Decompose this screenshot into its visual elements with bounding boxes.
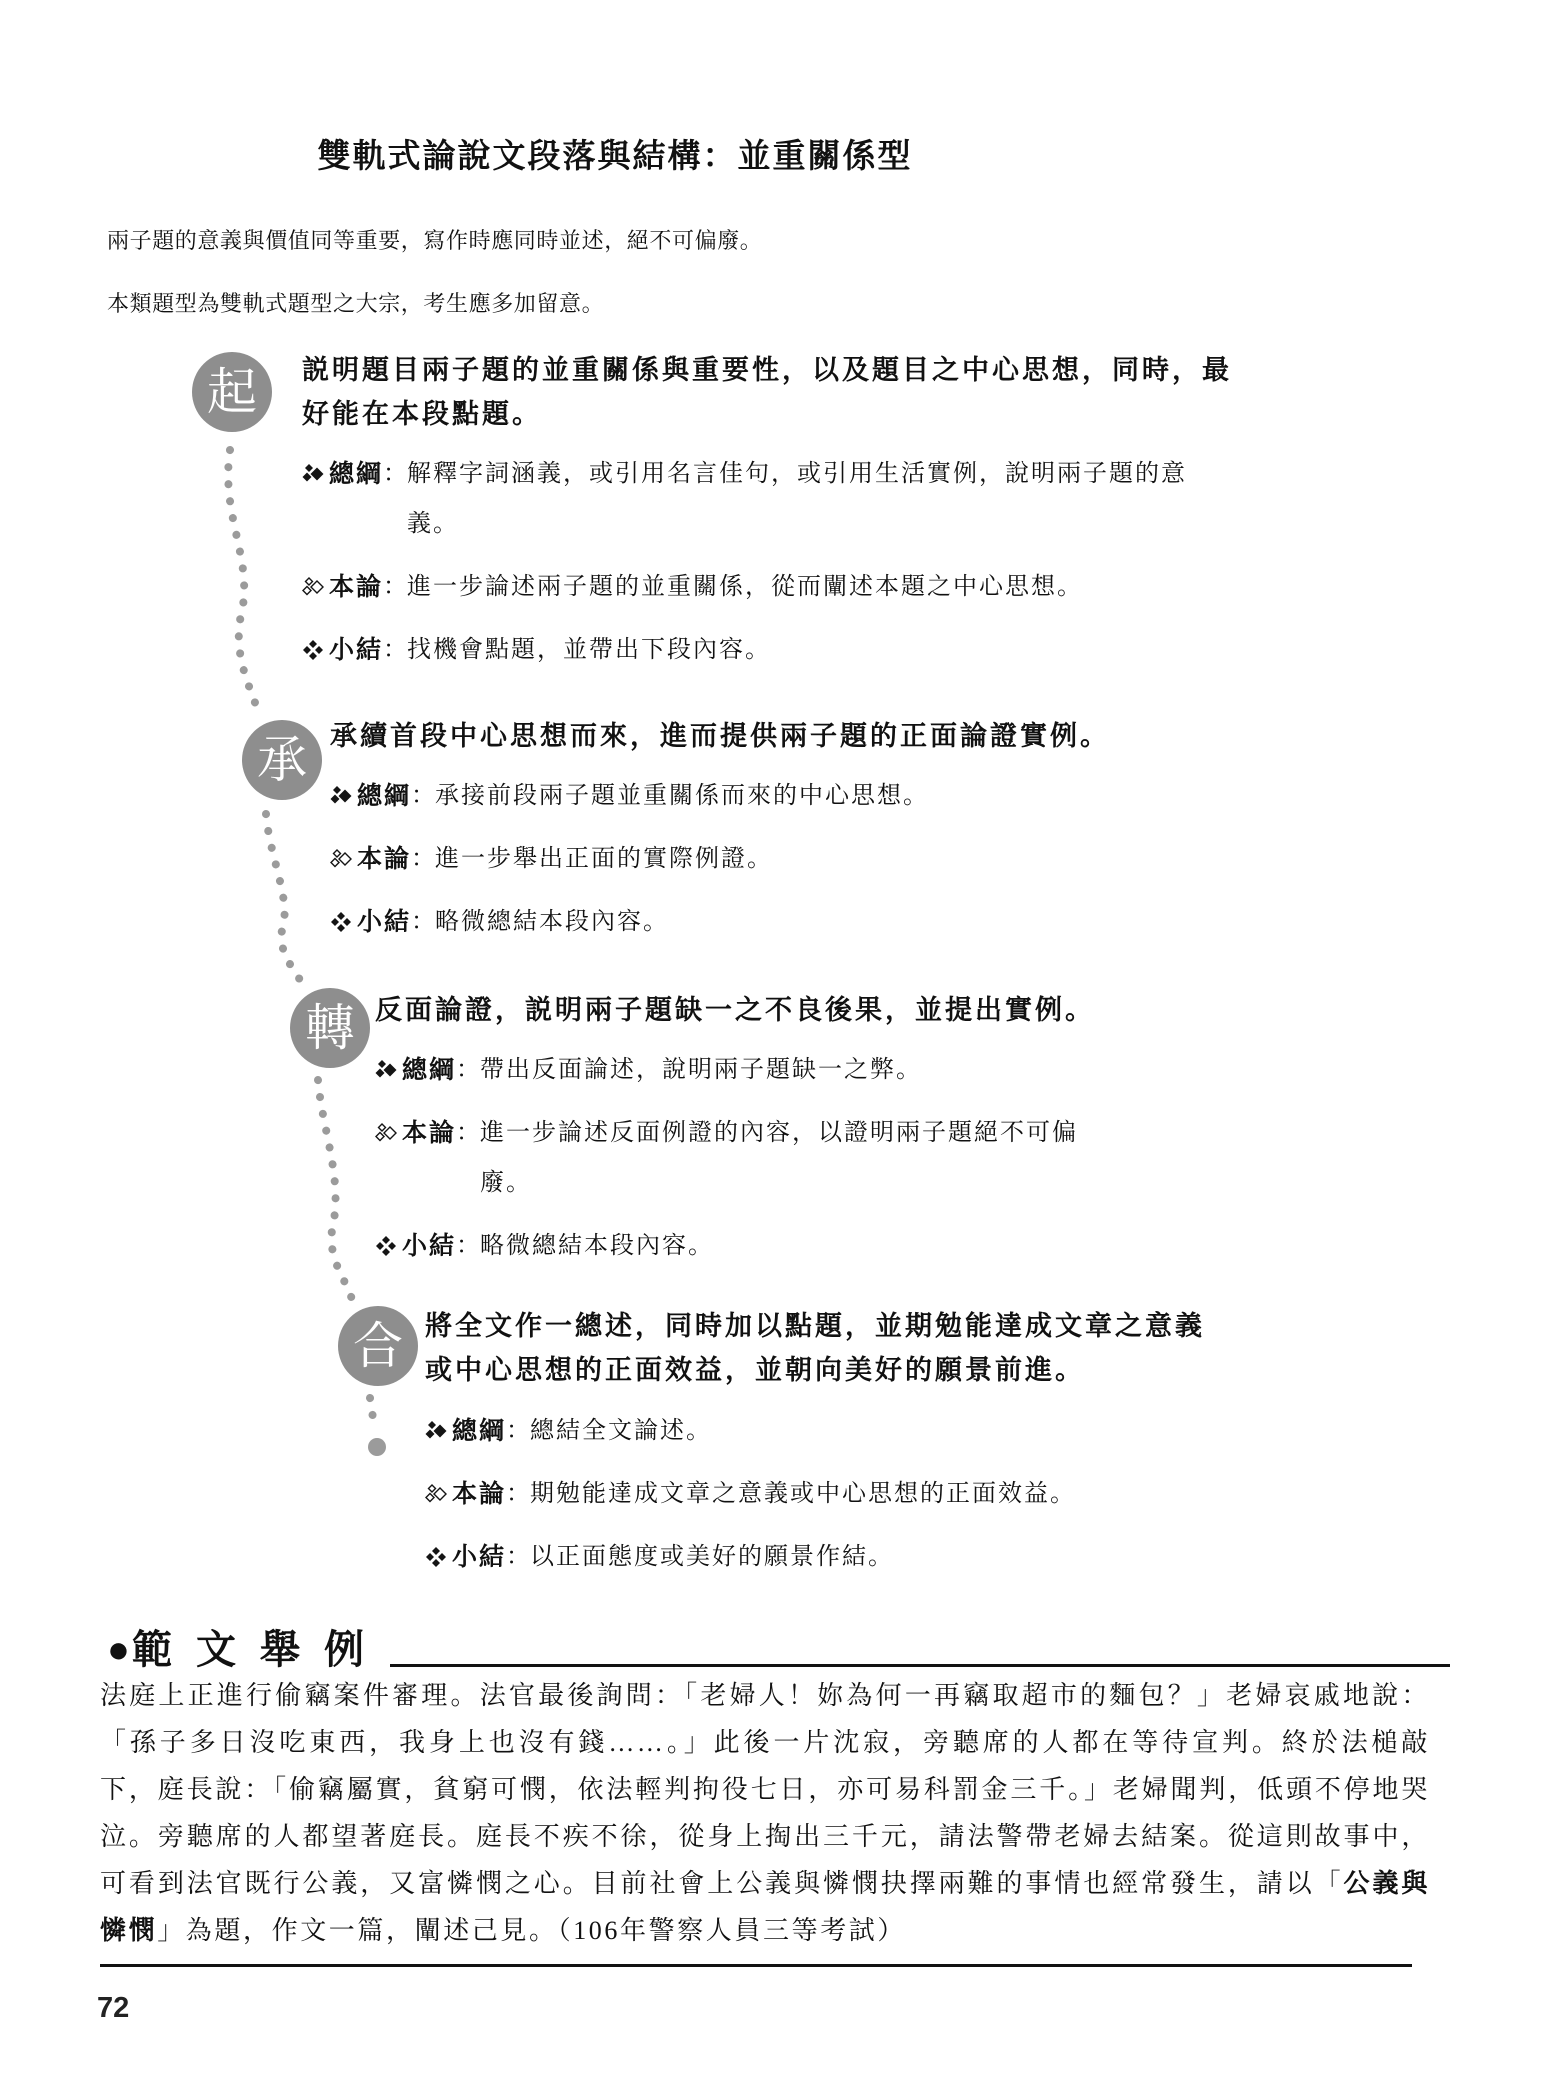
example-heading — [107, 1628, 1450, 1672]
item-colon: ： — [456, 1057, 481, 1083]
list-item — [375, 1045, 1235, 1095]
badge-cheng: 承 — [242, 720, 322, 800]
item-label: 總綱 — [402, 1056, 457, 1084]
list-item — [425, 1469, 1225, 1519]
diamond-cluster-outline-icon — [330, 848, 352, 870]
section-he — [425, 1304, 1225, 1582]
footer-rule — [100, 1964, 1412, 1967]
badge-qi: 起 — [192, 352, 272, 432]
section-items — [302, 449, 1242, 675]
section-cheng — [330, 714, 1190, 947]
item-text: 以正面態度或美好的願景作結。 — [530, 1544, 895, 1570]
item-colon: ： — [506, 1481, 531, 1507]
item-text: 總結全文論述。 — [530, 1418, 713, 1444]
list-item — [302, 449, 1242, 549]
item-label: 總綱 — [357, 782, 412, 810]
badge-zhuan: 轉 — [290, 988, 370, 1068]
item-text: 略微總結本段內容。 — [435, 909, 670, 935]
example-heading-label: 範文舉例 — [131, 1627, 388, 1672]
section-qi — [302, 348, 1242, 675]
list-item — [330, 771, 1190, 821]
section-items — [425, 1406, 1225, 1582]
section-zhuan — [375, 988, 1235, 1271]
item-label: 總綱 — [452, 1417, 507, 1445]
diamond-cluster-solid-icon — [425, 1420, 447, 1442]
bullet-circle-icon: ● — [107, 1629, 130, 1671]
intro-line-1: 兩子題的意義與價值同等重要，寫作時應同時並述，絕不可偏廢。 — [107, 228, 763, 253]
diamond-cluster-outline-icon — [375, 1122, 397, 1144]
item-text: 進一步論述兩子題的並重關係，從而闡述本題之中心思想。 — [407, 574, 1084, 600]
item-label: 小結 — [402, 1232, 457, 1260]
diamond-cluster-solid-icon — [302, 463, 324, 485]
diamond-cluster-solid-icon — [330, 785, 352, 807]
list-item — [375, 1221, 1235, 1271]
item-colon: ： — [411, 846, 436, 872]
list-item — [425, 1532, 1225, 1582]
diamond-cross-solid-icon — [302, 639, 324, 661]
section-headline: 説明題目兩子題的並重關係與重要性，以及題目之中心思想，同時，最好能在本段點題。 — [302, 355, 1232, 429]
section-headline: 將全文作一總述，同時加以點題，並期勉能達成文章之意義或中心思想的正面效益，並朝向美好的願景前進。 — [425, 1311, 1205, 1385]
page-number: 72 — [97, 1992, 130, 2024]
list-item — [375, 1108, 1235, 1208]
item-text: 略微總結本段內容。 — [480, 1233, 715, 1259]
item-colon: ： — [456, 1233, 481, 1259]
page-title: 雙軌式論說文段落與結構：並重關係型 — [317, 139, 913, 175]
item-colon: ： — [383, 637, 408, 663]
item-label: 本論 — [329, 573, 384, 601]
heading-underline — [390, 1664, 1450, 1667]
diamond-cluster-outline-icon — [425, 1483, 447, 1505]
item-label: 總綱 — [329, 460, 384, 488]
intro-line-2: 本類題型為雙軌式題型之大宗，考生應多加留意。 — [107, 291, 605, 316]
item-text: 進一步舉出正面的實際例證。 — [435, 846, 774, 872]
item-label: 本論 — [402, 1119, 457, 1147]
list-item — [330, 834, 1190, 884]
example-paragraph — [100, 1672, 1430, 1954]
diamond-cluster-solid-icon — [375, 1059, 397, 1081]
diamond-cluster-outline-icon — [302, 576, 324, 598]
diamond-cross-solid-icon — [375, 1235, 397, 1257]
item-colon: ： — [383, 461, 408, 487]
item-text: 承接前段兩子題並重關係而來的中心思想。 — [435, 783, 930, 809]
paragraph-text: 法庭上正進行偷竊案件審理。法官最後詢問：「老婦人！妳為何一再竊取超市的麵包？」老婦哀戚地說：「孫子多日沒吃東西，我身上也沒有錢……。」此後一片沈寂，旁聽席的人都在等待宣判。終於法槌敲下，庭長說：「偷竊屬實，貧窮可憫，依法輕判拘役七日，亦可易科罰金三千。」老婦聞判，低頭不停地哭泣。旁聽席的人都望著庭長。庭長不疾不徐，從身上掏出三千元，請法警帶老婦去結案。從這則故事中，可看到法官既行公義，又富憐憫之心。目前社會上公義與憐憫抉擇兩難的事情也經常發生，請以「 — [100, 1681, 1430, 1898]
item-colon: ： — [456, 1120, 481, 1146]
item-colon: ： — [411, 909, 436, 935]
section-items — [375, 1045, 1235, 1271]
badge-he: 合 — [338, 1306, 418, 1386]
item-text: 期勉能達成文章之意義或中心思想的正面效益。 — [530, 1481, 1077, 1507]
item-label: 小結 — [329, 636, 384, 664]
paragraph-text: 」為題，作文一篇，闡述己見。（106年警察人員三等考試） — [157, 1916, 907, 1945]
item-colon: ： — [411, 783, 436, 809]
diamond-cross-solid-icon — [425, 1546, 447, 1568]
diamond-cross-solid-icon — [330, 911, 352, 933]
item-label: 小結 — [357, 908, 412, 936]
item-label: 本論 — [452, 1480, 507, 1508]
essay-title-bold: 公義與憐憫 — [100, 1868, 1430, 1945]
item-text: 解釋字詞涵義，或引用名言佳句，或引用生活實例，說明兩子題的意義。 — [407, 461, 1188, 537]
item-colon: ： — [506, 1418, 531, 1444]
list-item — [330, 897, 1190, 947]
list-item — [302, 625, 1242, 675]
item-text: 帶出反面論述，說明兩子題缺一之弊。 — [480, 1057, 923, 1083]
list-item — [302, 562, 1242, 612]
item-label: 小結 — [452, 1543, 507, 1571]
item-text: 進一步論述反面例證的內容，以證明兩子題絕不可偏廢。 — [480, 1120, 1079, 1196]
item-text: 找機會點題，並帶出下段內容。 — [407, 637, 772, 663]
section-items — [330, 771, 1190, 947]
item-colon: ： — [506, 1544, 531, 1570]
item-colon: ： — [383, 574, 408, 600]
section-headline: 承續首段中心思想而來，進而提供兩子題的正面論證實例。 — [330, 721, 1110, 751]
list-item — [425, 1406, 1225, 1456]
item-label: 本論 — [357, 845, 412, 873]
section-headline: 反面論證，説明兩子題缺一之不良後果，並提出實例。 — [375, 995, 1095, 1025]
